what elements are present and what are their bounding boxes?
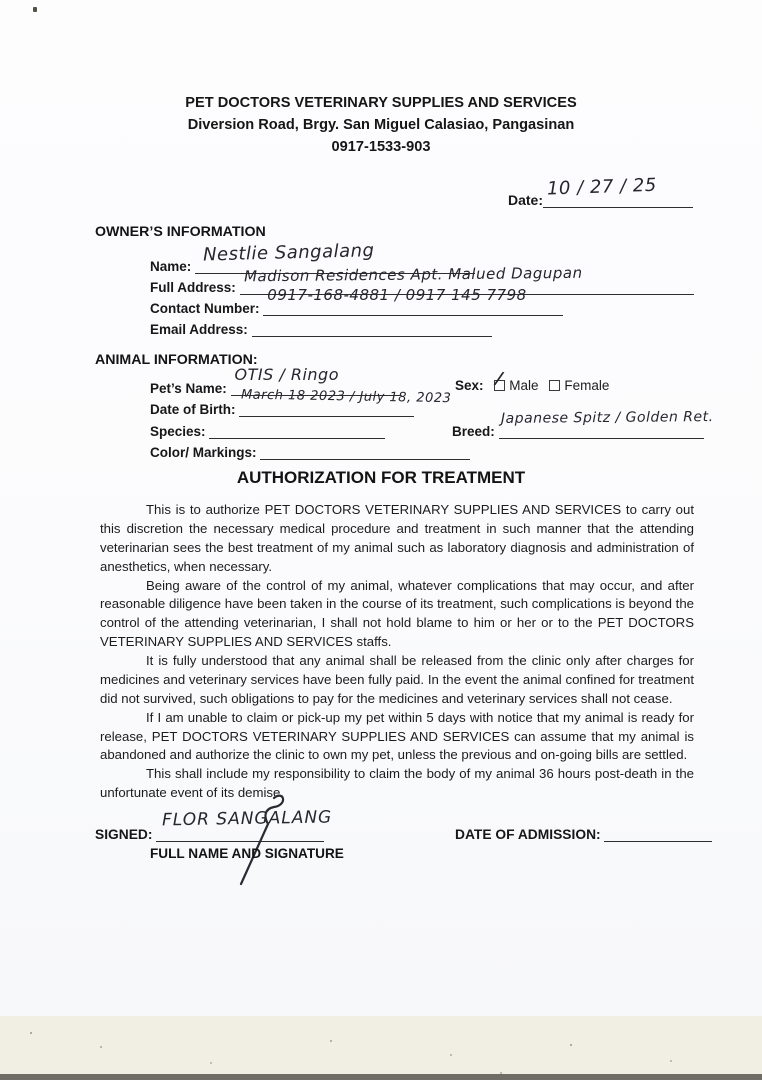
male-check-mark-handwritten: / — [494, 368, 505, 390]
date-of-birth-label: Date of Birth: — [150, 402, 236, 417]
signed-value-handwritten: FLOR SANGALANG — [162, 807, 333, 831]
date-value-handwritten: 10 / 27 / 25 — [546, 174, 658, 200]
sex-field — [455, 368, 610, 393]
sex-label: Sex: — [455, 378, 484, 393]
email-address-line — [252, 319, 492, 337]
owner-info-title: OWNER’S INFORMATION — [95, 224, 266, 240]
authorization-paragraph-2: Being aware of the control of my animal, whatever complications that may occur, and after reasonable diligence have been taken in the course of its treatment, such complications is beyond the control of the attending veterinarian, I shall not hold blame to him or her or to the PET DOCTORS VETERINARY SUPPLIES AND SERVICES staffs. — [100, 577, 694, 650]
authorization-body — [100, 501, 694, 803]
scanner-bed-specks — [30, 1032, 32, 1034]
authorization-paragraph-1: This is to authorize PET DOCTORS VETERINARY SUPPLIES AND SERVICES to carry out this discretion the necessary medical procedure and treatment in such manner that the attending veterinarian sees the best treatment of my animal such as laboratory diagnosis and administration of anesthetics, when necessary. — [100, 502, 694, 574]
name-value-handwritten: Nestlie Sangalang — [202, 240, 375, 266]
breed-label: Breed: — [452, 424, 495, 439]
contact-number-value-handwritten: 0917-168-4881 / 0917 145 7798 — [267, 286, 527, 304]
date-of-birth-line — [239, 387, 452, 417]
contact-number-line — [263, 286, 563, 316]
female-checkbox-icon — [549, 380, 560, 391]
scanner-edge — [0, 1074, 762, 1080]
contact-number-label: Contact Number: — [150, 301, 260, 316]
full-address-value-handwritten: Madison Residences Apt. Malued Dagupan — [243, 263, 583, 286]
full-address-label: Full Address: — [150, 280, 236, 295]
breed-line — [499, 409, 714, 439]
scanner-bed — [0, 1016, 762, 1080]
date-of-admission-label: DATE OF ADMISSION: — [455, 827, 601, 842]
clinic-address: Diversion Road, Brgy. San Miguel Calasiao, Pangasinan — [187, 117, 575, 133]
date-of-birth-value-handwritten: March 18 2023 / July 18, 2023 — [241, 387, 452, 407]
authorization-paragraph-5: This shall include my responsibility to claim the body of my animal 36 hours post-death in the unfortunate event of its demise. — [100, 766, 694, 801]
female-option-label: Female — [564, 378, 610, 393]
authorization-paragraph-3: It is fully understood that any animal shall be released from the clinic only after charges for medicines and veterinary services have been fully paid. In the event the animal confined for treatment did not survived, such obligations to pay for the medicines and veterinary services shall not cease. — [100, 653, 694, 706]
date-of-admission-field — [455, 824, 712, 842]
owner-email-row — [150, 319, 492, 337]
email-address-label: Email Address: — [150, 322, 248, 337]
color-markings-row — [150, 442, 470, 460]
date-label: Date: — [508, 192, 544, 208]
date-of-admission-line — [604, 824, 712, 842]
species-label: Species: — [150, 424, 206, 439]
signed-caption: FULL NAME AND SIGNATURE — [150, 846, 344, 861]
color-markings-label: Color/ Markings: — [150, 445, 257, 460]
authorization-title: AUTHORIZATION FOR TREATMENT — [236, 468, 526, 487]
name-label: Name: — [150, 259, 192, 274]
clinic-phone: 0917-1533-903 — [331, 139, 431, 155]
color-markings-line — [260, 442, 470, 460]
male-option-label: Male — [509, 378, 539, 393]
clinic-name: PET DOCTORS VETERINARY SUPPLIES AND SERVICES — [185, 95, 577, 111]
breed-field — [452, 409, 714, 439]
animal-info-title: ANIMAL INFORMATION: — [95, 352, 258, 368]
checkbox-male — [487, 368, 509, 393]
pet-name-label: Pet’s Name: — [150, 381, 227, 396]
signed-label: SIGNED: — [95, 827, 153, 842]
breed-value-handwritten: Japanese Spitz / Golden Ret. — [500, 409, 714, 427]
species-line — [209, 421, 385, 439]
clinic-header — [0, 92, 762, 158]
signed-field — [95, 807, 333, 842]
authorization-paragraph-4: If I am unable to claim or pick-up my pet within 5 days with notice that my animal is ready for release, PET DOCTORS VETERINARY SUPPLIES AND SERVICES can assume that my animal is abandoned and authorize the clinic to own my pet, unless the previous and on-going bills are settled. — [100, 709, 694, 763]
signed-line — [156, 807, 333, 842]
pet-name-value-handwritten: OTIS / Ringo — [234, 365, 339, 384]
scan-artifact-speck — [33, 7, 37, 12]
date-field — [508, 174, 693, 208]
species-row — [150, 421, 385, 439]
date-line — [543, 174, 693, 208]
